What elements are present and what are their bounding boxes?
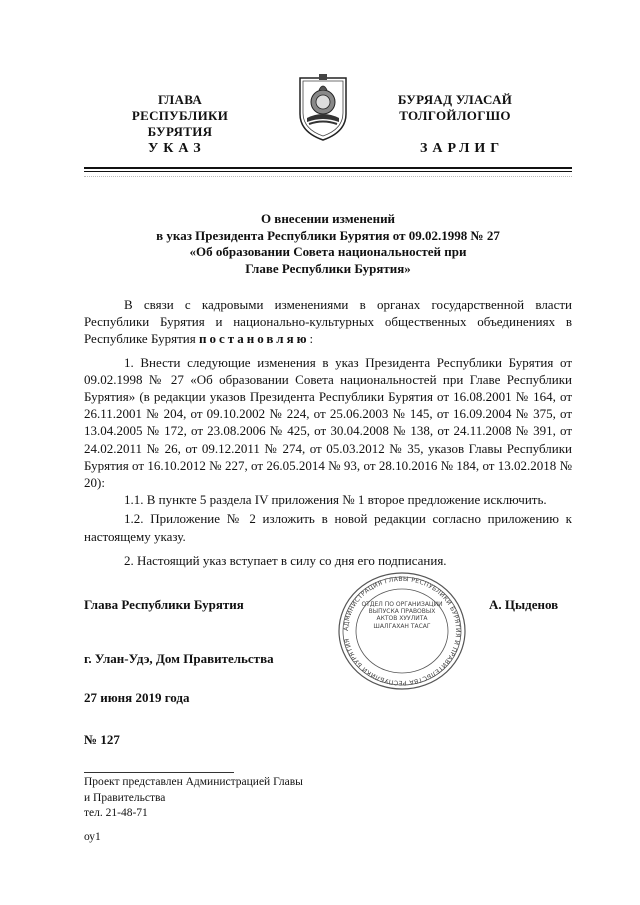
right-header-line2: ТОЛГОЙЛОГШО	[399, 108, 511, 123]
coat-of-arms-icon	[297, 72, 349, 142]
doc-type-right: ЗАРЛИГ	[420, 141, 505, 156]
official-stamp	[337, 571, 467, 691]
stamp-outer-text: АДМИНИСТРАЦИЯ ГЛАВЫ РЕСПУБЛИКИ БУРЯТИЯ И ПРАВИТЕЛЬСТВА РЕСПУБЛИКИ БУРЯТИЯ	[342, 575, 462, 687]
item-2: 2. Настоящий указ вступает в силу со дня его подписания.	[124, 552, 447, 568]
title-line3: «Об образовании Совета национальностей при	[189, 244, 467, 259]
header-rule-thick	[84, 167, 572, 169]
signatory-name: А. Цыденов	[489, 597, 559, 612]
doc-type-left: УКАЗ	[148, 141, 206, 156]
title-line1: О внесении изменений	[260, 211, 396, 226]
signatory-position: Глава Республики Бурятия	[84, 597, 244, 612]
footer-line2: и Правительства	[84, 791, 166, 804]
header-dotted-rule	[84, 176, 572, 178]
signing-date: 27 июня 2019 года	[84, 690, 190, 705]
document-title	[84, 211, 572, 277]
title-line2: в указ Президента Республики Бурятия от 09.02.1998 № 27	[156, 227, 500, 243]
right-header	[375, 92, 535, 124]
preamble-paragraph: В связи с кадровыми изменениями в органах государственной власти Республики Бурятия и национально-культурных общественных объединениях в Республике Бурятия постановляю:	[84, 297, 572, 347]
footer-rule	[84, 772, 234, 773]
preamble-text: В связи с кадровыми изменениями в органах государственной власти Республики Бурятия и национально-культурных общественных объединениях в Республике Бурятия	[84, 297, 572, 347]
title-line4: Главе Республики Бурятия»	[245, 260, 411, 276]
left-header-line2: РЕСПУБЛИКИ БУРЯТИЯ	[131, 108, 229, 139]
item-1-1: 1.1. В пункте 5 раздела IV приложения № 1 второе предложение исключить.	[124, 492, 547, 508]
left-header-line1: ГЛАВА	[157, 92, 203, 107]
document-number: № 127	[84, 732, 120, 747]
left-header	[100, 92, 260, 140]
right-header-line1: БУРЯАД УЛАСАЙ	[397, 92, 513, 107]
header-rule-thin	[84, 171, 572, 172]
signing-place: г. Улан-Удэ, Дом Правительства	[84, 651, 274, 666]
item-1: 1. Внести следующие изменения в указ Президента Республики Бурятия от 09.02.1998 № 27 «Об образовании Совета национальностей при Главе Республики Бурятия» (в редакции указов Президента Республики Бурятия от 16.08.2001 № 164, от 26.11.2001 № 204, от 09.10.2002 № 224, от 25.06.2003 № 145, от 16.09.2004 № 375, от 13.04.2005 № 172, от 23.08.2006 № 425, от 30.04.2008 № 138, от 24.11.2008 № 391, от 24.02.2011 № 26, от 09.12.2011 № 274, от 05.03.2012 № 35, указов Главы Республики Бурятия от 16.10.2012 № 227, от 26.05.2014 № 93, от 28.10.2016 № 184, от 13.02.2018 № 20):	[84, 354, 572, 491]
svg-text:АДМИНИСТРАЦИЯ ГЛАВЫ РЕСПУБЛИКИ	[343, 576, 461, 686]
resolve-word: постановляю	[198, 331, 310, 347]
footer-line1: Проект представлен Администрацией Главы	[84, 776, 303, 788]
footer-code: оу1	[84, 831, 101, 843]
footer-line3: тел. 21-48-71	[84, 807, 148, 819]
item-1-2: 1.2. Приложение № 2 изложить в новой редакции согласно приложению к настоящему указу.	[84, 511, 572, 544]
stamp-inner-text: ОТДЕЛ ПО ОРГАНИЗАЦИИ ВЫПУСКА ПРАВОВЫХ АКТОВ ХУУЛИТА ШАЛГАХАН ТАСАГ	[361, 601, 443, 630]
document-body	[84, 296, 572, 569]
footer-note	[84, 775, 303, 822]
